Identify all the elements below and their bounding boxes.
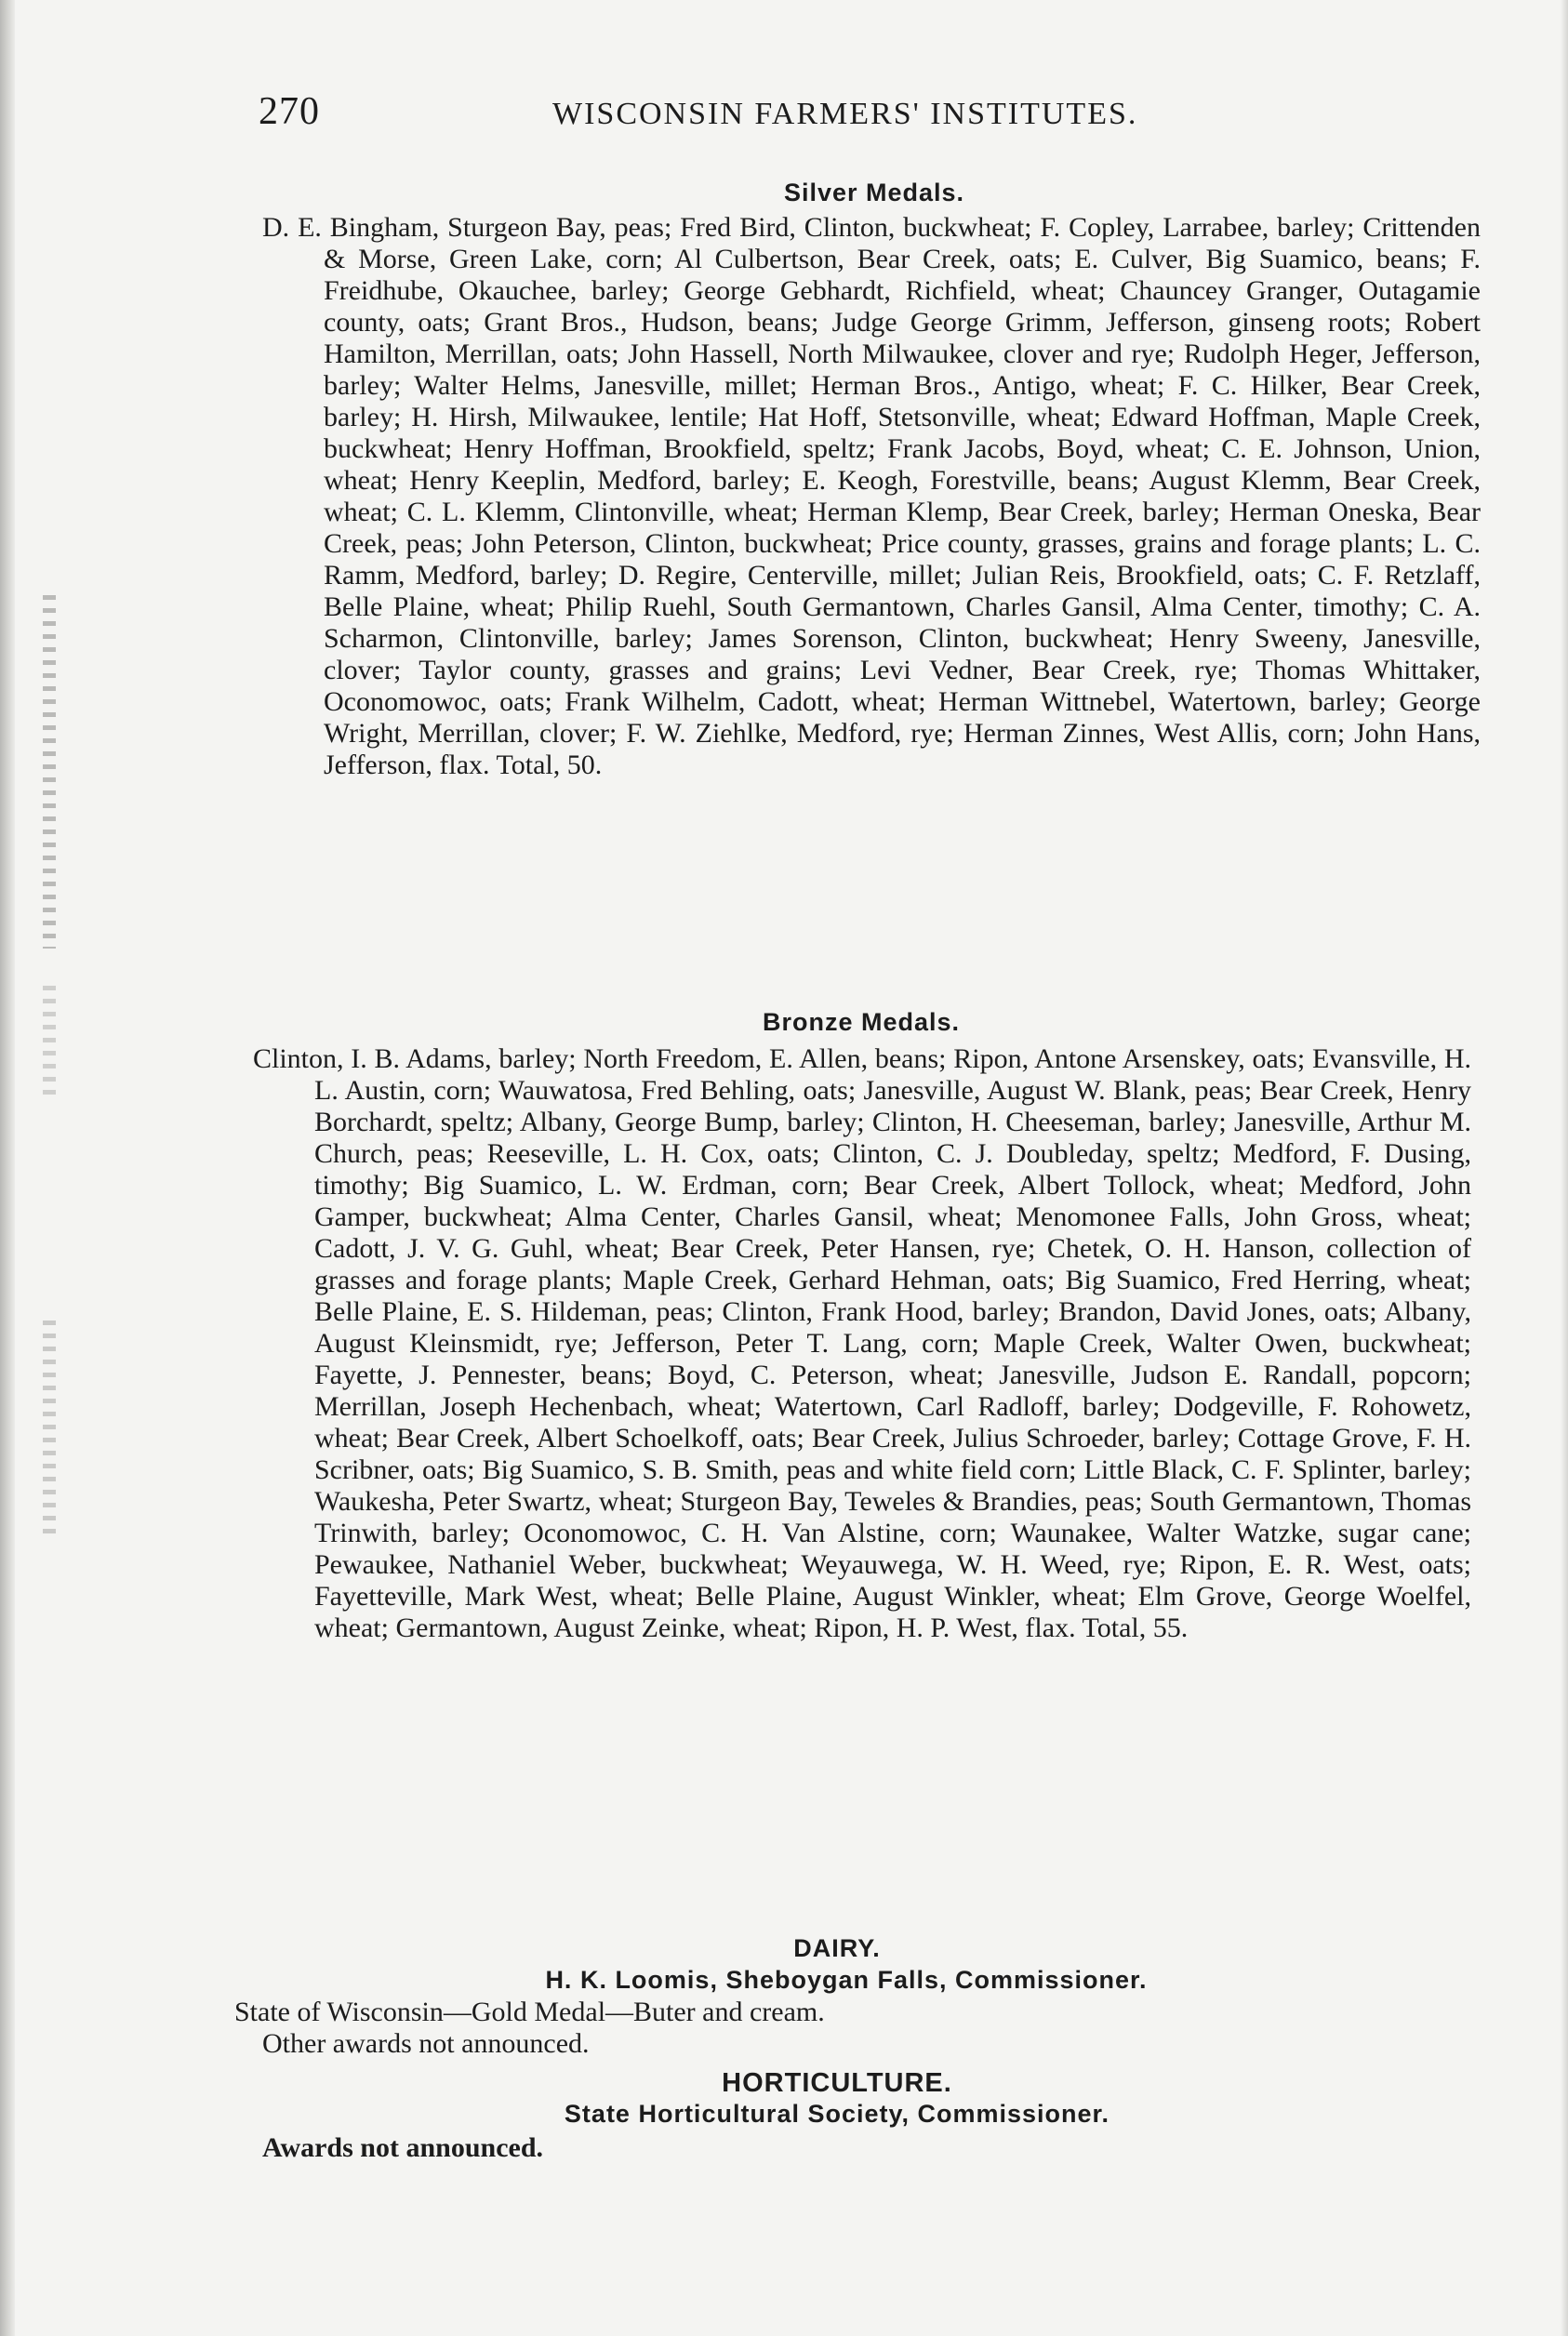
- bronze-medals-list: Clinton, I. B. Adams, barley; North Freedom, E. Allen, beans; Ripon, Antone Arsenskey, oats; Evansville, H. L. Austin, corn; Wauwatosa, Fred Behling, oats; Janesville, August W. Blank, peas; Bear Creek, Henry Borchardt, speltz; Albany, George Bump, barley; Clinton, H. Cheeseman, barley; Janesville, Arthur M. Church, peas; Reeseville, L. H. Cox, oats; Clinton, C. J. Doubleday, speltz; Medford, F. Dusing, timothy; Big Suamico, L. W. Erdman, corn; Bear Creek, Albert Tollock, wheat; Medford, John Gamper, buckwheat; Alma Center, Charles Gansil, wheat; Menomonee Falls, John Gross, wheat; Cadott, J. V. G. Guhl, wheat; Bear Creek, Peter Hansen, rye; Chetek, O. H. Hanson, collection of grasses and forage plants; Maple Creek, Gerhard Hehman, oats; Big Suamico, Fred Herring, wheat; Belle Plaine, E. S. Hildeman, peas; Clinton, Frank Hood, barley; Brandon, David Jones, oats; Albany, August Kleinsmidt, rye; Jefferson, Peter T. Lang, corn; Maple Creek, Walter Owen, buckwheat; Fayette, J. Pennester, beans; Boyd, C. Peterson, wheat; Janesville, Judson E. Randall, popcorn; Merrillan, Joseph Hechenbach, wheat; Watertown, Carl Radloff, barley; Dodgeville, F. Rohowetz, wheat; Bear Creek, Albert Schoelkoff, oats; Bear Creek, Julius Schroeder, barley; Cottage Grove, F. H. Scribner, oats; Big Suamico, S. B. Smith, peas and white field corn; Little Black, C. F. Splinter, barley; Waukesha, Peter Swartz, wheat; Sturgeon Bay, Teweles & Brandies, peas; South Germantown, Thomas Trinwith, barley; Oconomowoc, C. H. Van Alstine, corn; Waunakee, Walter Watzke, sugar cane; Pewaukee, Nathaniel Weber, buckwheat; Weyauwega, W. H. Weed, rye; Ripon, E. R. West, oats; Fayetteville, Mark West, wheat; Belle Plaine, August Winkler, wheat; Elm Grove, George Woelfel, wheat; Germantown, August Zeinke, wheat; Ripon, H. P. West, flax. Total, 55.: [253, 1043, 1471, 1643]
- horticulture-heading: HORTICULTURE.: [722, 2068, 952, 2098]
- bleed-through-mark: [43, 986, 56, 1097]
- page-edge-right: [1561, 0, 1568, 2336]
- running-title: WISCONSIN FARMERS' INSTITUTES.: [552, 97, 1138, 131]
- dairy-heading: DAIRY.: [793, 1934, 881, 1962]
- bronze-medals-heading: Bronze Medals.: [762, 1008, 961, 1036]
- horticulture-commissioner: State Horticultural Society, Commissioner.: [564, 2100, 1110, 2128]
- page-number: 270: [259, 90, 320, 133]
- page-edge-left: [0, 0, 15, 2336]
- dairy-commissioner: H. K. Loomis, Sheboygan Falls, Commissioner.: [545, 1966, 1148, 1994]
- silver-medals-list: D. E. Bingham, Sturgeon Bay, peas; Fred Bird, Clinton, buckwheat; F. Copley, Larrabee, barley; Crittenden & Morse, Green Lake, corn; Al Culbertson, Bear Creek, oats; E. Culver, Big Suamico, beans; F. Freidhube, Okauchee, barley; George Gebhardt, Richfield, wheat; Chauncey Granger, Outagamie county, oats; Grant Bros., Hudson, beans; Judge George Grimm, Jefferson, ginseng roots; Robert Hamilton, Merrillan, oats; John Hassell, North Milwaukee, clover and rye; Rudolph Heger, Jefferson, barley; Walter Helms, Janesville, millet; Herman Bros., Antigo, wheat; F. C. Hilker, Bear Creek, barley; H. Hirsh, Milwaukee, lentile; Hat Hoff, Stetsonville, wheat; Edward Hoffman, Maple Creek, buckwheat; Henry Hoffman, Brookfield, speltz; Frank Jacobs, Boyd, wheat; C. E. Johnson, Union, wheat; Henry Keeplin, Medford, barley; E. Keogh, Forestville, beans; August Klemm, Bear Creek, wheat; C. L. Klemm, Clintonville, wheat; Herman Klemp, Bear Creek, barley; Herman Oneska, Bear Creek, peas; John Peterson, Clinton, buckwheat; Price county, grasses, grains and forage plants; L. C. Ramm, Medford, barley; D. Regire, Centerville, millet; Julian Reis, Brookfield, oats; C. F. Retzlaff, Belle Plaine, wheat; Philip Ruehl, South Germantown, Charles Gansil, Alma Center, timothy; C. A. Scharmon, Clintonville, barley; James Sorenson, Clinton, buckwheat; Henry Sweeny, Janesville, clover; Taylor county, grasses and grains; Levi Vedner, Bear Creek, rye; Thomas Whittaker, Oconomowoc, oats; Frank Wilhelm, Cadott, wheat; Herman Wittnebel, Watertown, barley; George Wright, Merrillan, clover; F. W. Ziehlke, Medford, rye; Herman Zinnes, West Allis, corn; John Hans, Jefferson, flax. Total, 50.: [262, 212, 1481, 780]
- dairy-other-line: Other awards not announced.: [262, 2028, 590, 2059]
- silver-medals-heading: Silver Medals.: [783, 179, 965, 206]
- page-header: [259, 89, 1207, 145]
- bleed-through-mark: [43, 1321, 56, 1534]
- dairy-award-line: State of Wisconsin—Gold Medal—Buter and cream.: [234, 1997, 825, 2027]
- horticulture-awards-line: Awards not announced.: [262, 2132, 544, 2163]
- bleed-through-mark: [43, 595, 56, 949]
